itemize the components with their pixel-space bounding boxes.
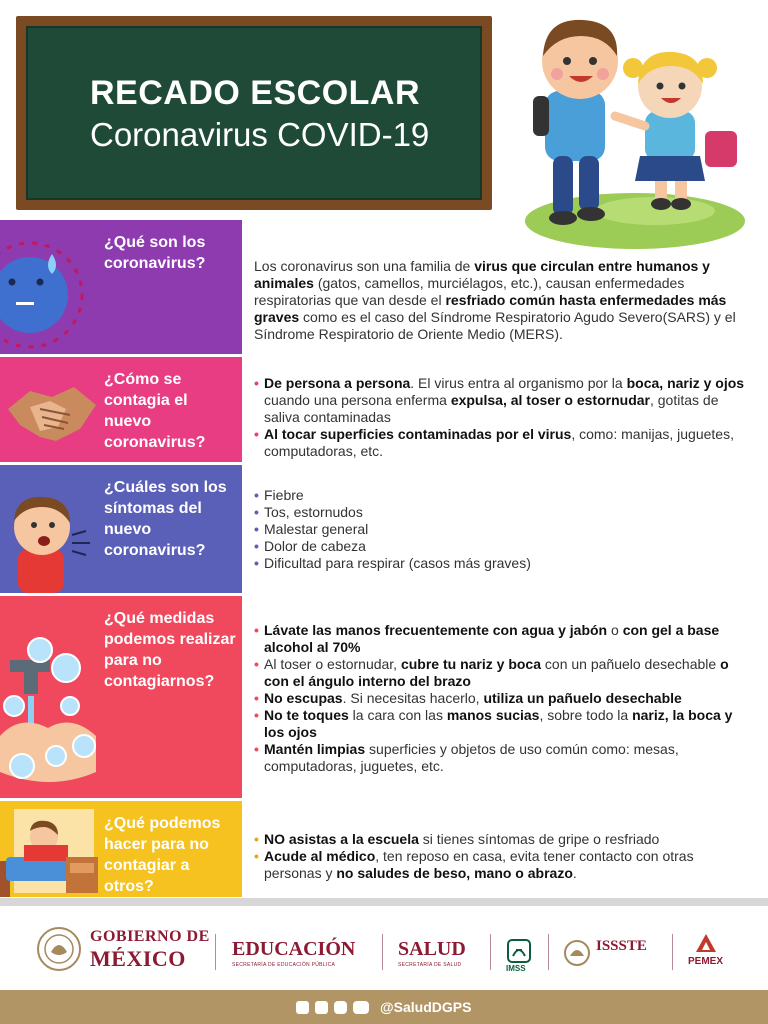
logo-separator <box>548 934 549 970</box>
bold-text: resfriado común hasta enfermedades más graves <box>254 292 727 325</box>
salud-logo-subtitle: SECRETARÍA DE SALUD <box>398 962 462 968</box>
chalkboard-surface <box>26 26 482 200</box>
section-question: ¿Qué podemos hacer para no contagiar a otros? <box>104 815 221 895</box>
text: (gatos, camellos, murciélagos, etc.), causan enfermedades respiratorias que van desde el <box>254 275 685 308</box>
chalkboard-header <box>16 16 492 210</box>
list-item <box>254 741 754 775</box>
youtube-icon[interactable] <box>353 1001 369 1014</box>
section-text <box>254 375 754 460</box>
list-item <box>254 521 754 538</box>
bold-text: con gel a base alcohol al 70% <box>264 622 720 655</box>
section-text <box>254 258 754 343</box>
list-item <box>254 375 754 426</box>
handwashing-icon <box>0 596 104 798</box>
section-panel <box>0 220 242 354</box>
bold-text: o con el ángulo interno del brazo <box>264 656 729 689</box>
text: . <box>572 865 577 881</box>
bold-text: NO asistas a la escuela <box>264 831 419 847</box>
instagram-icon[interactable] <box>334 1001 347 1014</box>
mexico-seal-icon <box>36 922 82 976</box>
bold-text: Mantén limpias <box>264 741 366 757</box>
bold-text: nariz, la boca y los ojos <box>264 707 733 740</box>
facebook-icon[interactable] <box>296 1001 309 1014</box>
imss-eagle-icon <box>506 938 532 964</box>
text: la cara con las <box>348 707 447 723</box>
text: , como: manijas, juguetes, computadoras, etc. <box>264 426 734 459</box>
text: superficies y objetos de uso común como: mesas, computadoras, juguetes, etc. <box>264 741 679 774</box>
bold-text: no saludes de beso, mano o abrazo <box>336 865 573 881</box>
bold-text: No te toques <box>264 707 349 723</box>
issste-emblem-icon <box>562 938 592 968</box>
bullet-list <box>254 831 754 882</box>
bold-text: De persona a persona <box>264 375 411 391</box>
section-how-spreads <box>0 357 768 462</box>
divider <box>0 898 768 906</box>
children-walking-illustration <box>505 6 755 251</box>
salud-logo: SALUD <box>398 938 466 960</box>
handshake-icon <box>0 357 104 462</box>
section-text <box>254 831 754 882</box>
section-prevention <box>0 596 768 798</box>
twitter-icon[interactable] <box>315 1001 328 1014</box>
list-item <box>254 848 754 882</box>
bold-text: manos sucias <box>446 707 540 723</box>
text: , sobre todo la <box>539 707 633 723</box>
text: Dolor de cabeza <box>264 538 366 554</box>
section-avoid-spreading <box>0 801 768 897</box>
bold-text: expulsa, al toser o estornudar <box>450 392 650 408</box>
section-question: ¿Cómo se contagia el nuevo coronavirus? <box>104 371 206 451</box>
text: con un pañuelo desechable <box>541 656 721 672</box>
section-panel <box>0 596 242 798</box>
text: . El virus entra al organismo por la <box>410 375 627 391</box>
bold-text: virus que circulan entre humanos y animales <box>254 258 710 291</box>
sick-child-icon <box>0 465 104 593</box>
text: Malestar general <box>264 521 369 537</box>
list-item <box>254 538 754 555</box>
text: cuando una persona enferma <box>264 392 451 408</box>
bullet-list <box>254 487 754 572</box>
bold-text: cubre tu nariz y boca <box>400 656 542 672</box>
pemex-flame-icon <box>694 934 718 954</box>
section-panel <box>0 465 242 593</box>
logo-separator <box>490 934 491 970</box>
institution-logos <box>0 906 768 990</box>
bold-text: Acude al médico <box>264 848 376 864</box>
text: Los coronavirus son una familia de <box>254 258 475 274</box>
bold-text: Lávate las manos frecuentemente con agua y jabón <box>264 622 608 638</box>
list-item <box>254 555 754 572</box>
section-question: ¿Cuáles son los síntomas del nuevo coronavirus? <box>104 479 227 559</box>
bullet-list <box>254 622 754 775</box>
list-item <box>254 707 754 741</box>
list-item <box>254 426 754 460</box>
bold-text: Al tocar superficies contaminadas por el virus <box>264 426 572 442</box>
list-item <box>254 831 754 848</box>
section-question: ¿Qué son los coronavirus? <box>104 234 206 272</box>
educacion-logo: EDUCACIÓN <box>232 938 356 960</box>
text: Al toser o estornudar, <box>264 656 401 672</box>
page-subtitle: Coronavirus COVID-19 <box>90 116 430 153</box>
paragraph <box>254 258 754 343</box>
list-item <box>254 487 754 504</box>
text: , ten reposo en casa, evita tener contacto con otras personas y <box>264 848 694 881</box>
list-item <box>254 690 754 707</box>
child-in-bed-icon <box>0 801 104 897</box>
page-title: RECADO ESCOLAR <box>90 74 421 112</box>
text: si tienes síntomas de gripe o resfriado <box>418 831 660 847</box>
social-handle[interactable]: @SaludDGPS <box>380 999 472 1015</box>
bold-text: utiliza un pañuelo desechable <box>483 690 682 706</box>
section-panel <box>0 357 242 462</box>
section-text <box>254 622 754 775</box>
section-text <box>254 487 754 572</box>
section-panel <box>0 801 242 897</box>
issste-logo: ISSSTE <box>596 938 647 954</box>
section-symptoms <box>0 465 768 593</box>
gobierno-logo-line2: MÉXICO <box>90 946 186 971</box>
text: . Si necesitas hacerlo, <box>342 690 484 706</box>
logo-separator <box>672 934 673 970</box>
footer-bar <box>0 990 768 1024</box>
text: Fiebre <box>264 487 304 503</box>
logo-separator <box>215 934 216 970</box>
text: , gotitas de saliva contaminadas <box>264 392 719 425</box>
text: como es el caso del Síndrome Respiratorio Agudo Severo(SARS) y el Síndrome Respiratorio de Oriente Medio (MERS). <box>254 309 736 342</box>
imss-logo: IMSS <box>506 964 526 973</box>
section-what-are-coronavirus <box>0 220 768 354</box>
virus-icon <box>0 220 104 354</box>
logo-separator <box>382 934 383 970</box>
bold-text: No escupas <box>264 690 343 706</box>
text: o <box>607 622 623 638</box>
section-question: ¿Qué medidas podemos realizar para no contagiarnos? <box>104 610 236 690</box>
pemex-logo: PEMEX <box>688 956 724 967</box>
bold-text: boca, nariz y ojos <box>626 375 745 391</box>
gobierno-logo-line1: GOBIERNO DE <box>90 928 210 945</box>
text: Tos, estornudos <box>264 504 363 520</box>
list-item <box>254 622 754 656</box>
educacion-logo-subtitle: SECRETARÍA DE EDUCACIÓN PÚBLICA <box>232 962 336 968</box>
text: Dificultad para respirar (casos más graves) <box>264 555 531 571</box>
list-item <box>254 656 754 690</box>
bullet-list <box>254 375 754 460</box>
list-item <box>254 504 754 521</box>
